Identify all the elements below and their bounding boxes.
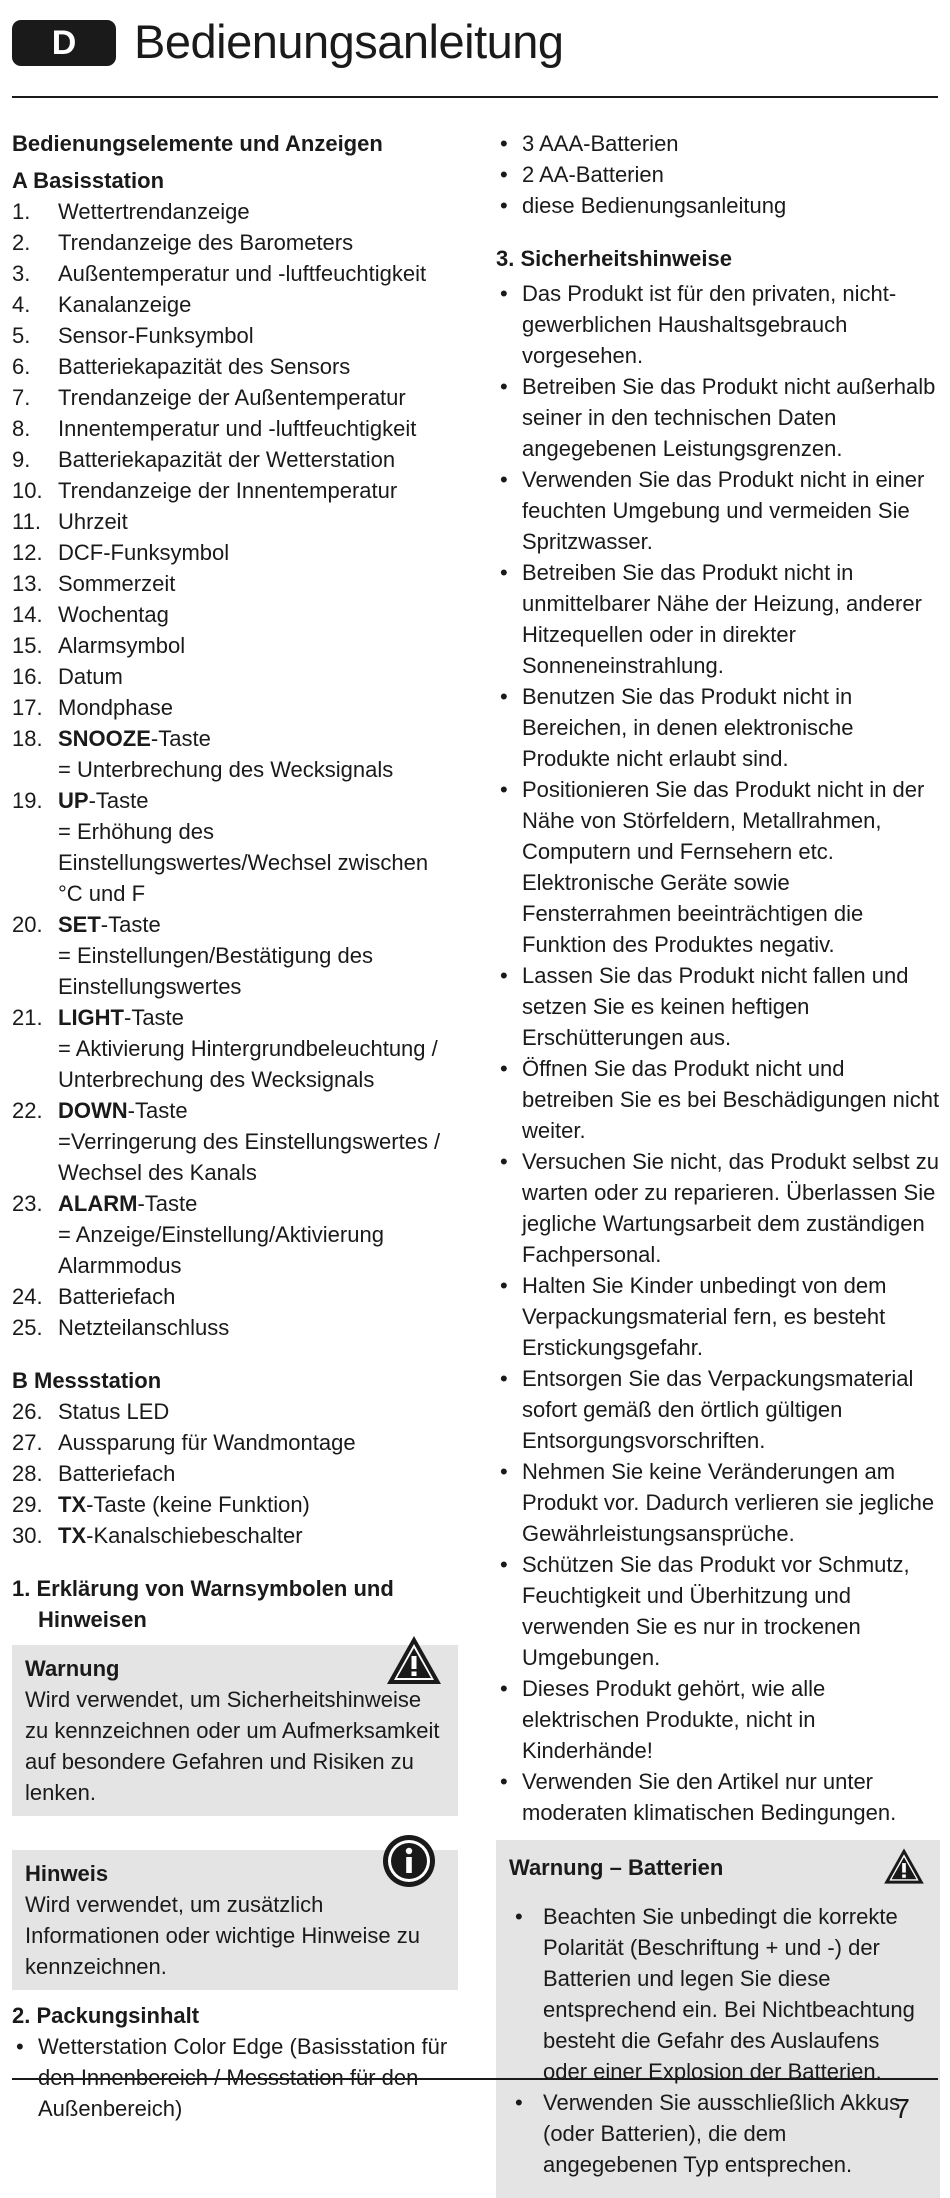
item-text: Innentemperatur und -luftfeuchtigkeit xyxy=(58,416,417,441)
battery-warning-title: Warnung – Batterien xyxy=(509,1855,724,1880)
item-number: 2. xyxy=(12,230,31,255)
warning-text: Wird verwendet, um Sicherheitshinweise zu kennzeichnen oder um Aufmerksamkeit auf besondere Gefahren und Risiken zu lenken. xyxy=(25,1687,440,1805)
item-number: 23. xyxy=(12,1191,43,1216)
battery-warning-item: • Beachten Sie unbedingt die korrekte Polarität (Beschriftung + und -) der Batterien und legen Sie diese entsprechend ein. Bei Nichtbeachtung besteht die Gefahr des Auslaufens oder einer Explosion der Batterien. xyxy=(509,1901,926,2087)
list-item xyxy=(12,289,458,320)
item-description: = Unterbrechung des Wecksignals xyxy=(58,757,394,782)
item-key-name: TX xyxy=(58,1523,87,1548)
safety-item: • Betreiben Sie das Produkt nicht außerhalb seiner in den technischen Daten angegebenen Leistungsgrenzen. xyxy=(496,371,940,464)
page-title: Bedienungsanleitung xyxy=(134,15,564,68)
base-station-list xyxy=(12,196,458,1343)
list-item xyxy=(12,785,458,909)
page-number: 7 xyxy=(894,2093,910,2124)
warning-box xyxy=(12,1645,458,1816)
list-item xyxy=(12,1188,458,1281)
item-text: Sensor-Funksymbol xyxy=(58,323,254,348)
item-text: Status LED xyxy=(58,1399,170,1424)
item-text: DCF-Funksymbol xyxy=(58,540,230,565)
section1-heading: 1. Erklärung von Warnsymbolen und Hinweisen xyxy=(12,1576,394,1632)
section3-heading: 3. Sicherheitshinweise xyxy=(496,246,732,271)
item-number: 11. xyxy=(12,509,41,534)
safety-item: • Das Produkt ist für den privaten, nicht-gewerblichen Haushaltsgebrauch vorgesehen. xyxy=(496,278,940,371)
sensor-heading: B Messstation xyxy=(12,1368,162,1393)
page-header xyxy=(12,16,938,96)
item-number: 9. xyxy=(12,447,31,472)
item-number: 20. xyxy=(12,912,43,937)
info-icon xyxy=(382,1834,436,1888)
item-text: Wochentag xyxy=(58,602,169,627)
battery-warning-box xyxy=(496,1840,940,2198)
list-item xyxy=(12,1427,458,1458)
safety-item: • Nehmen Sie keine Veränderungen am Produkt vor. Dadurch verlieren sie jegliche Gewährleistungsansprüche. xyxy=(496,1456,940,1549)
list-item xyxy=(12,599,458,630)
item-number: 7. xyxy=(12,385,31,410)
list-item xyxy=(12,227,458,258)
safety-item: • Positionieren Sie das Produkt nicht in der Nähe von Störfeldern, Metallrahmen, Computern und Fernsehern etc. Elektronische Geräte sowie Fensterrahmen beeinträchtigen die Funktion des Produktes negativ. xyxy=(496,774,940,960)
safety-item: • Halten Sie Kinder unbedingt von dem Verpackungsmaterial fern, es besteht Erstickungsgefahr. xyxy=(496,1270,940,1363)
item-text: -Taste xyxy=(88,788,149,813)
list-item xyxy=(12,351,458,382)
item-number: 17. xyxy=(12,695,43,720)
item-text: Trendanzeige der Außentemperatur xyxy=(58,385,406,410)
item-text: Kanalanzeige xyxy=(58,292,192,317)
safety-item: • Verwenden Sie das Produkt nicht in einer feuchten Umgebung und vermeiden Sie Spritzwasser. xyxy=(496,464,940,557)
item-number: 10. xyxy=(12,478,43,503)
item-number: 1. xyxy=(12,199,31,224)
list-item xyxy=(12,444,458,475)
list-item xyxy=(12,630,458,661)
item-key-name: TX xyxy=(58,1492,87,1517)
battery-warning-list xyxy=(509,1901,926,2180)
item-number: 29. xyxy=(12,1492,43,1517)
list-item xyxy=(12,258,458,289)
item-text: Batteriefach xyxy=(58,1284,176,1309)
list-item xyxy=(12,1458,458,1489)
list-item xyxy=(12,1281,458,1312)
item-text: Netzteilanschluss xyxy=(58,1315,230,1340)
list-item xyxy=(12,475,458,506)
list-item xyxy=(12,413,458,444)
item-number: 27. xyxy=(12,1430,43,1455)
right-column xyxy=(496,128,940,2198)
safety-item: • Lassen Sie das Produkt nicht fallen und setzen Sie es keinen heftigen Erschütterungen aus. xyxy=(496,960,940,1053)
list-item xyxy=(12,723,458,785)
list-item xyxy=(12,1002,458,1095)
item-description: = Anzeige/Einstellung/Aktivierung Alarmmodus xyxy=(58,1222,384,1278)
package-item: • diese Bedienungsanleitung xyxy=(496,190,940,221)
list-item xyxy=(12,661,458,692)
list-item xyxy=(12,382,458,413)
item-text: Batteriefach xyxy=(58,1461,176,1486)
item-text: Batteriekapazität der Wetterstation xyxy=(58,447,396,472)
item-number: 5. xyxy=(12,323,31,348)
note-text: Wird verwendet, um zusätzlich Informationen oder wichtige Hinweise zu kennzeichnen. xyxy=(25,1892,420,1979)
list-item xyxy=(12,692,458,723)
note-title: Hinweis xyxy=(25,1861,109,1886)
list-item xyxy=(12,1312,458,1343)
item-number: 18. xyxy=(12,726,43,751)
item-text: Sommerzeit xyxy=(58,571,176,596)
item-text: -Taste xyxy=(150,726,211,751)
item-number: 26. xyxy=(12,1399,43,1424)
item-text: Batteriekapazität des Sensors xyxy=(58,354,351,379)
list-item xyxy=(12,909,458,1002)
item-text: -Taste xyxy=(137,1191,198,1216)
item-text: -Taste (keine Funktion) xyxy=(86,1492,310,1517)
item-number: 16. xyxy=(12,664,43,689)
list-item xyxy=(12,1520,458,1551)
item-number: 30. xyxy=(12,1523,43,1548)
item-text: -Taste xyxy=(127,1098,188,1123)
safety-item: • Verwenden Sie den Artikel nur unter moderaten klimatischen Bedingungen. xyxy=(496,1766,940,1828)
item-text: Mondphase xyxy=(58,695,173,720)
safety-item: • Schützen Sie das Produkt vor Schmutz, Feuchtigkeit und Überhitzung und verwenden Sie es nur in trockenen Umgebungen. xyxy=(496,1549,940,1673)
item-text: Aussparung für Wandmontage xyxy=(58,1430,356,1455)
header-rule xyxy=(12,96,938,98)
item-text: -Taste xyxy=(124,1005,184,1030)
item-number: 13. xyxy=(12,571,43,596)
base-station-heading: A Basisstation xyxy=(12,168,165,193)
list-item xyxy=(12,196,458,227)
safety-item: • Dieses Produkt gehört, wie alle elektrischen Produkte, nicht in Kinderhände! xyxy=(496,1673,940,1766)
safety-list xyxy=(496,278,940,1828)
list-item xyxy=(12,568,458,599)
left-column xyxy=(12,128,458,2124)
list-item xyxy=(12,1396,458,1427)
controls-heading: Bedienungselemente und Anzeigen xyxy=(12,131,383,156)
item-number: 15. xyxy=(12,633,43,658)
package-list-part2 xyxy=(496,128,940,221)
item-text: Außentemperatur und -luftfeuchtigkeit xyxy=(58,261,427,286)
item-number: 3. xyxy=(12,261,31,286)
warning-triangle-icon xyxy=(384,1633,444,1687)
item-number: 21. xyxy=(12,1005,43,1030)
list-item xyxy=(12,320,458,351)
item-text: Alarmsymbol xyxy=(58,633,186,658)
sensor-list xyxy=(12,1396,458,1551)
item-text: Trendanzeige der Innentemperatur xyxy=(58,478,398,503)
item-text: Wettertrendanzeige xyxy=(58,199,250,224)
safety-item: • Benutzen Sie das Produkt nicht in Bereichen, in denen elektronische Produkte nicht erlaubt sind. xyxy=(496,681,940,774)
item-description: = Einstellungen/Bestätigung des Einstellungswertes xyxy=(58,943,373,999)
item-text: Trendanzeige des Barometers xyxy=(58,230,354,255)
safety-item: • Betreiben Sie das Produkt nicht in unmittelbarer Nähe der Heizung, anderer Hitzequellen oder in direkter Sonneneinstrahlung. xyxy=(496,557,940,681)
item-description: = Erhöhung des Einstellungswertes/Wechsel zwischen °C und F xyxy=(58,819,429,906)
item-text: -Taste xyxy=(100,912,161,937)
item-number: 22. xyxy=(12,1098,43,1123)
list-item xyxy=(12,537,458,568)
item-number: 6. xyxy=(12,354,31,379)
item-number: 19. xyxy=(12,788,43,813)
item-key-name: UP xyxy=(58,788,89,813)
list-item xyxy=(12,1489,458,1520)
package-item: • 3 AAA-Batterien xyxy=(496,128,940,159)
note-box xyxy=(12,1850,458,1990)
item-number: 24. xyxy=(12,1284,43,1309)
safety-item: • Öffnen Sie das Produkt nicht und betreiben Sie es bei Beschädigungen nicht weiter. xyxy=(496,1053,940,1146)
list-item xyxy=(12,1095,458,1188)
item-number: 8. xyxy=(12,416,31,441)
item-key-name: ALARM xyxy=(58,1191,138,1216)
item-description: = Aktivierung Hintergrundbeleuchtung / Unterbrechung des Wecksignals xyxy=(58,1036,438,1092)
item-key-name: SNOOZE xyxy=(58,726,151,751)
item-text: Uhrzeit xyxy=(58,509,128,534)
item-number: 12. xyxy=(12,540,43,565)
item-key-name: DOWN xyxy=(58,1098,128,1123)
safety-item: • Versuchen Sie nicht, das Produkt selbst zu warten oder zu reparieren. Überlassen Sie jegliche Wartungsarbeit dem zuständigen Fachpersonal. xyxy=(496,1146,940,1270)
warning-triangle-icon xyxy=(882,1846,926,1886)
item-description: =Verringerung des Einstellungswertes / Wechsel des Kanals xyxy=(58,1129,441,1185)
item-number: 25. xyxy=(12,1315,43,1340)
item-text: -Kanalschiebeschalter xyxy=(86,1523,303,1548)
item-number: 14. xyxy=(12,602,43,627)
safety-item: • Entsorgen Sie das Verpackungsmaterial sofort gemäß den örtlich gültigen Entsorgungsvorschriften. xyxy=(496,1363,940,1456)
warning-title: Warnung xyxy=(25,1656,120,1681)
list-item xyxy=(12,506,458,537)
item-number: 4. xyxy=(12,292,31,317)
item-key-name: LIGHT xyxy=(58,1005,124,1030)
item-number: 28. xyxy=(12,1461,43,1486)
item-key-name: SET xyxy=(58,912,101,937)
package-item: • 2 AA-Batterien xyxy=(496,159,940,190)
section2-heading: 2. Packungsinhalt xyxy=(12,2003,200,2028)
footer-rule xyxy=(12,2078,938,2080)
language-badge: D xyxy=(12,20,116,66)
package-item: • Wetterstation Color Edge (Basisstation für den Innenbereich / Messstation für den Außenbereich) xyxy=(12,2031,458,2124)
battery-warning-item: • Verwenden Sie ausschließlich Akkus (oder Batterien), die dem angegebenen Typ entsprechen. xyxy=(509,2087,926,2180)
item-text: Datum xyxy=(58,664,123,689)
